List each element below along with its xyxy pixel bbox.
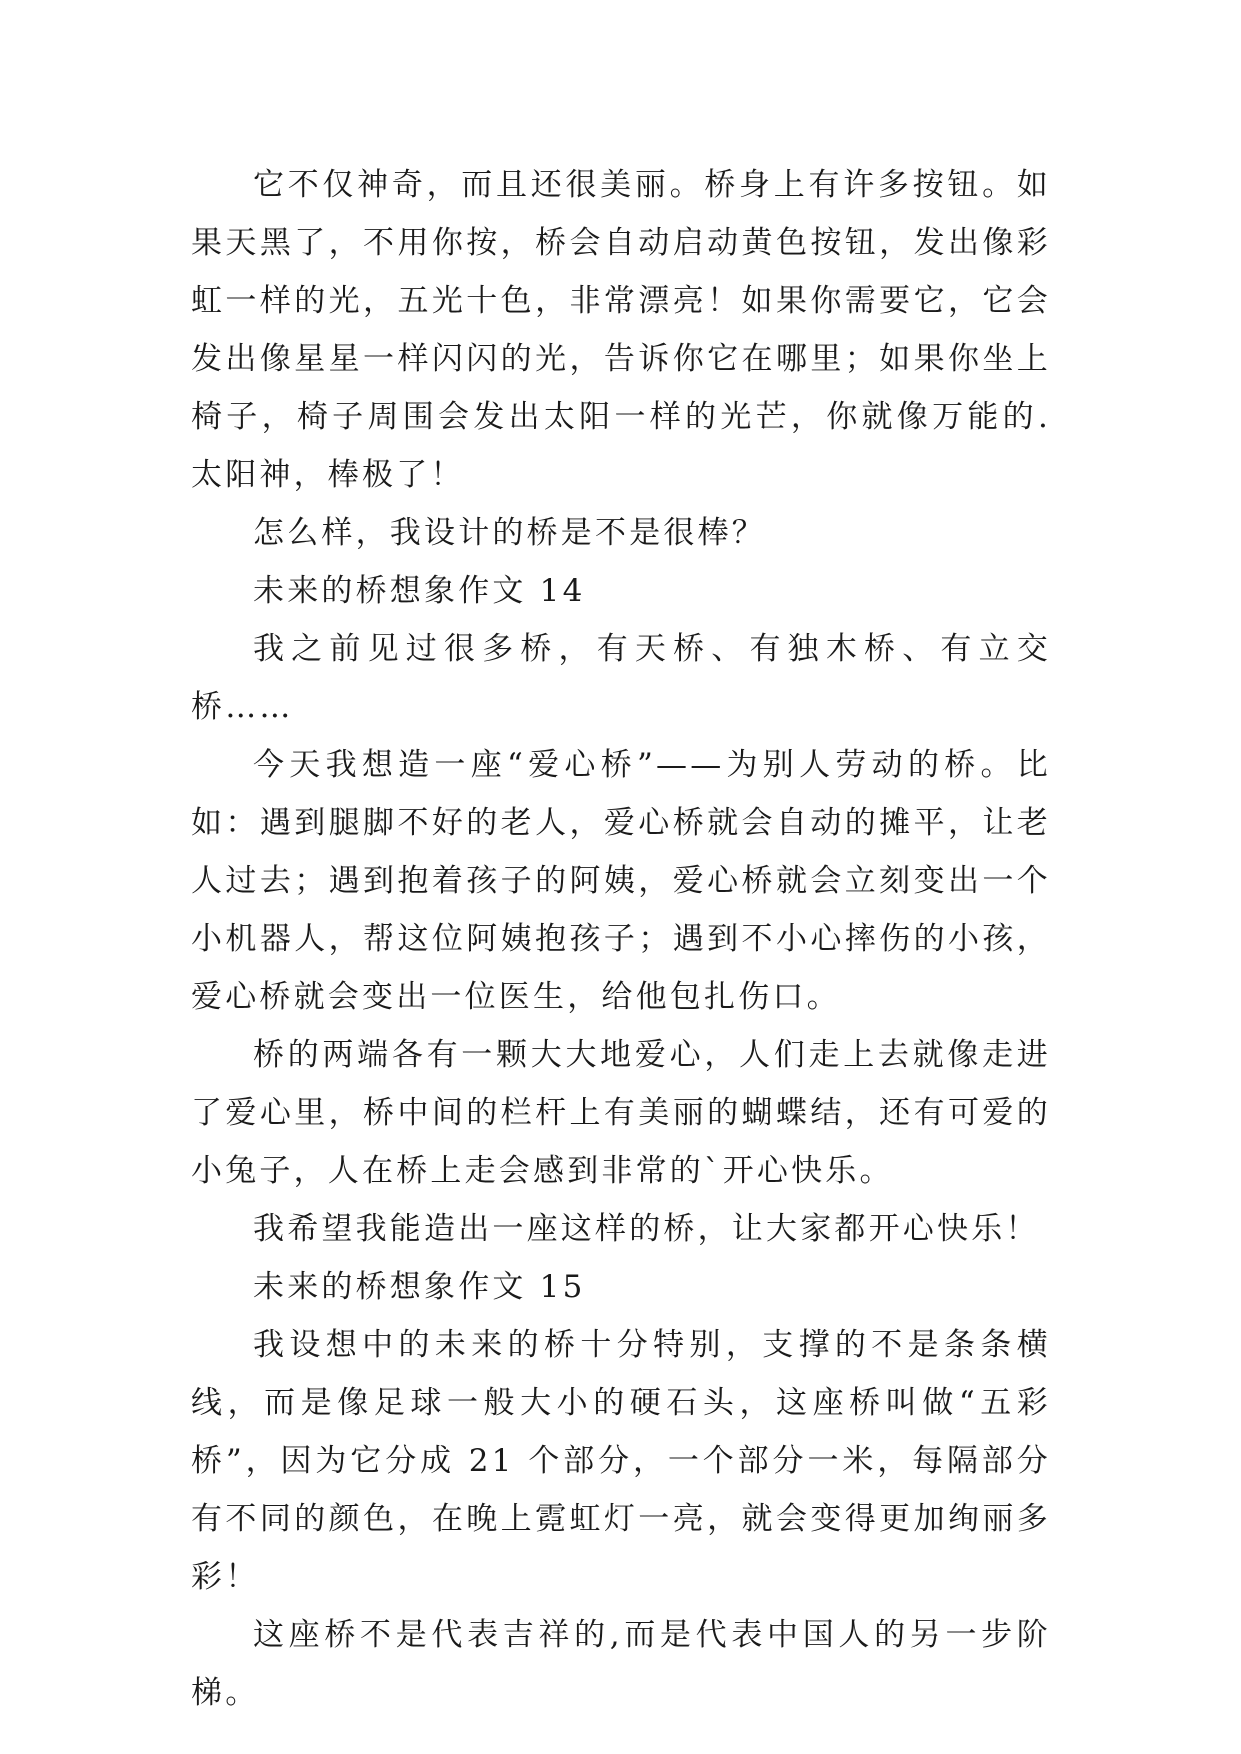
paragraph-question: 怎么样，我设计的桥是不是很棒？ (253, 515, 766, 551)
essay-title-15: 未来的桥想象作文 15 (253, 1269, 586, 1305)
document-body (191, 156, 1051, 1722)
paragraph-ladder: 这座桥不是代表吉祥的,而是代表中国人的另一步阶梯。 (191, 1617, 1051, 1711)
essay-title-14: 未来的桥想象作文 14 (253, 573, 586, 609)
paragraph-bridge-ends: 桥的两端各有一颗大大地爱心，人们走上去就像走进了爱心里，桥中间的栏杆上有美丽的蝴蝶结，还有可爱的小兔子，人在桥上走会感到非常的`开心快乐。 (191, 1037, 1051, 1189)
paragraph-colorful-bridge: 我设想中的未来的桥十分特别，支撑的不是条条横线，而是像足球一般大小的硬石头，这座桥叫做“五彩桥”，因为它分成 21 个部分，一个部分一米，每隔部分有不同的颜色，在晚上霓虹灯一亮，就会变得更加绚丽多彩！ (191, 1327, 1051, 1595)
paragraph-seen-bridges: 我之前见过很多桥，有天桥、有独木桥、有立交桥…… (191, 631, 1051, 725)
paragraph-bridge-beauty: 它不仅神奇，而且还很美丽。桥身上有许多按钮。如果天黑了，不用你按，桥会自动启动黄色按钮，发出像彩虹一样的光，五光十色，非常漂亮！如果你需要它，它会发出像星星一样闪闪的光，告诉你它在哪里；如果你坐上椅子，椅子周围会发出太阳一样的光芒，你就像万能的.太阳神，棒极了！ (191, 167, 1051, 493)
paragraph-hope: 我希望我能造出一座这样的桥，让大家都开心快乐！ (253, 1211, 1040, 1247)
paragraph-love-bridge: 今天我想造一座“爱心桥”——为别人劳动的桥。比如：遇到腿脚不好的老人，爱心桥就会自动的摊平，让老人过去；遇到抱着孩子的阿姨，爱心桥就会立刻变出一个小机器人，帮这位阿姨抱孩子；遇到不小心摔伤的小孩，爱心桥就会变出一位医生，给他包扎伤口。 (191, 747, 1051, 1015)
